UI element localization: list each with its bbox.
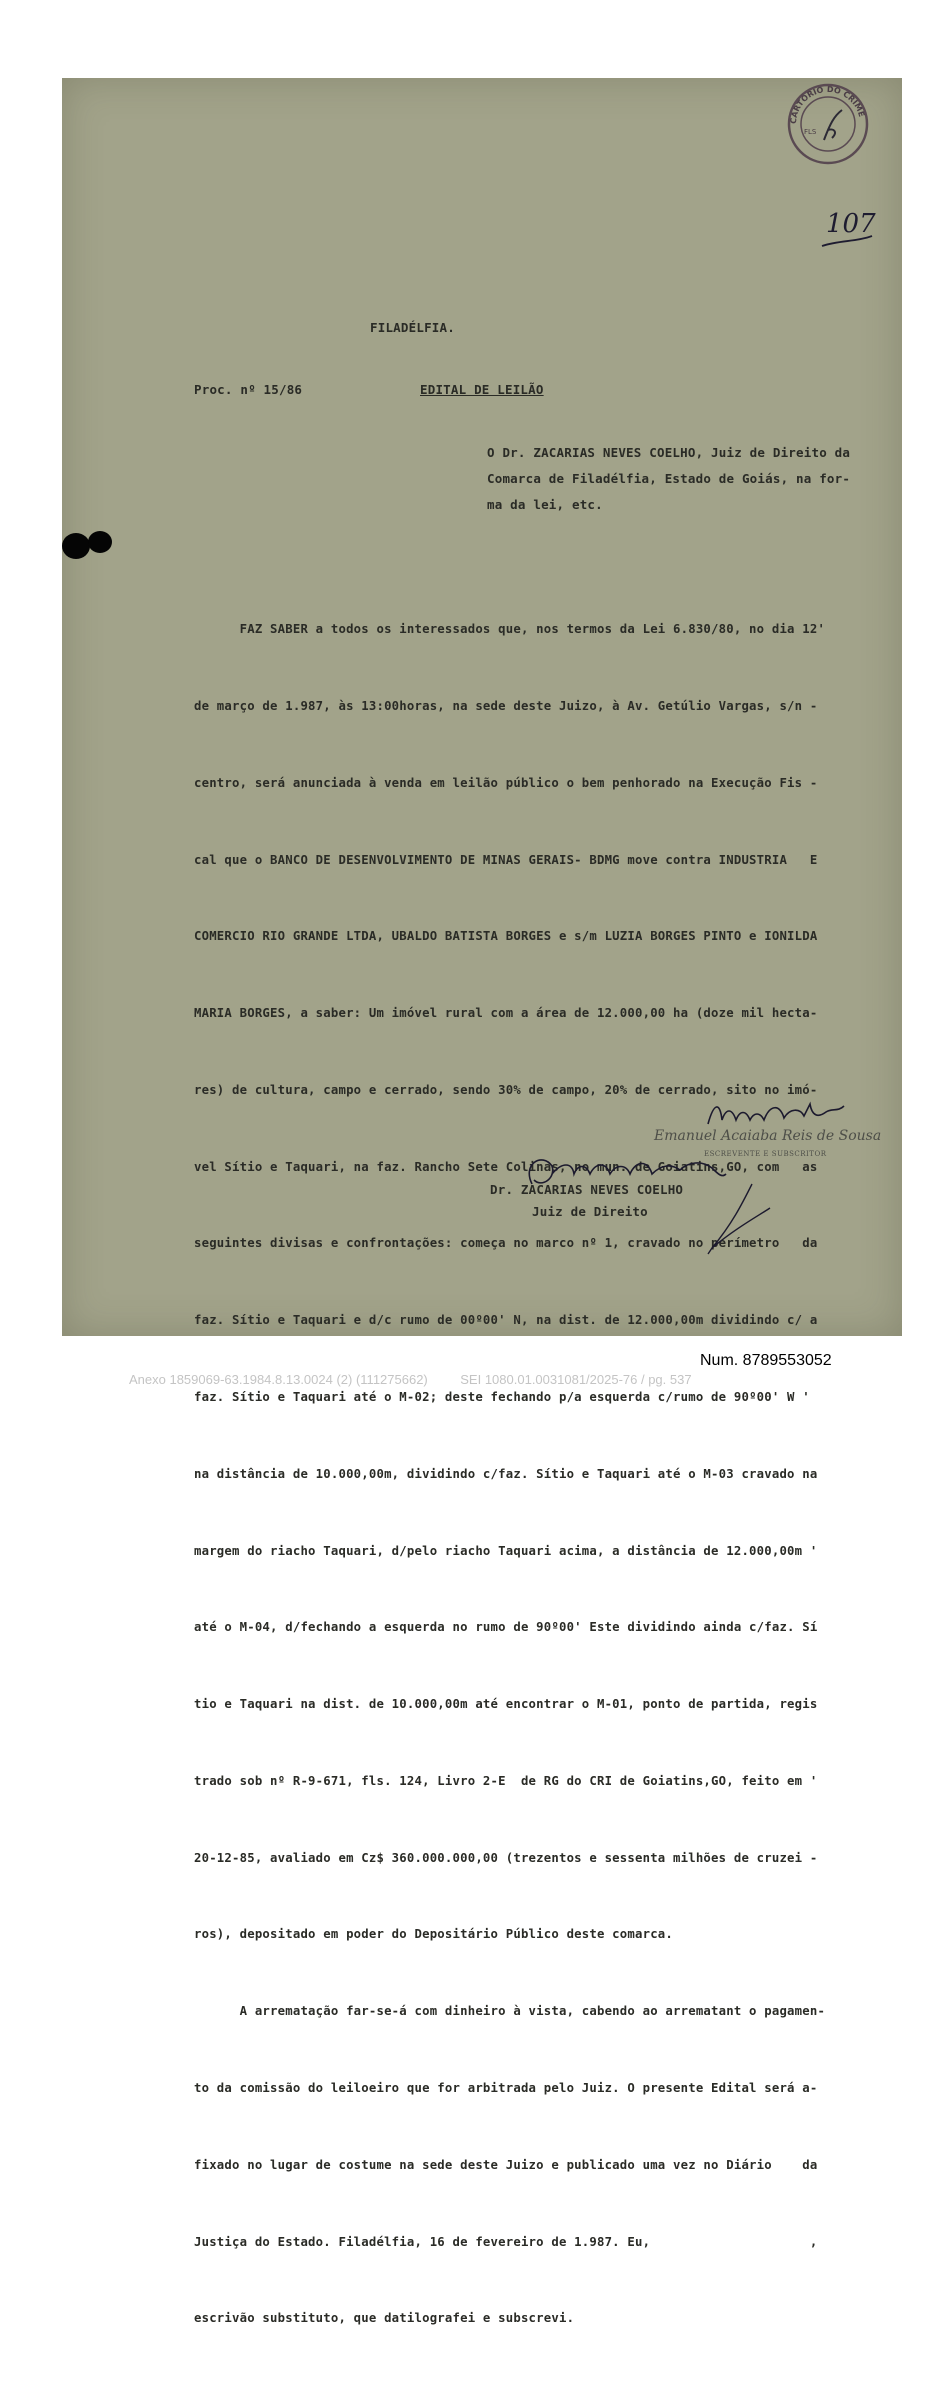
body-text (194, 566, 825, 2383)
body-line: de março de 1.987, às 13:00horas, na sede deste Juizo, à Av. Getúlio Vargas, s/n - (194, 698, 818, 713)
body-line: centro, será anunciada à venda em leilão público o bem penhorado na Execução Fis - (194, 775, 818, 790)
body-line: ros), depositado em poder do Depositário Público deste comarca. (194, 1927, 674, 1942)
body-line: FAZ SABER a todos os interessados que, nos termos da Lei 6.830/80, no dia 12' (194, 622, 826, 637)
intro-paragraph (487, 440, 850, 518)
body-line: MARIA BORGES, a saber: Um imóvel rural com a área de 12.000,00 ha (doze mil hecta- (194, 1006, 818, 1021)
body-line: COMERCIO RIO GRANDE LTDA, UBALDO BATISTA BORGES e s/m LUZIA BORGES PINTO e IONILDA (194, 929, 818, 944)
binder-punch-mark (62, 530, 114, 560)
body-line: tio e Taquari na dist. de 10.000,00m até encontrar o M-01, ponto de partida, regis (194, 1697, 818, 1712)
process-number: Proc. nº 15/86 (194, 382, 303, 397)
body-line: escrivão substituto, que datilografei e subscrevi. (194, 2311, 575, 2326)
document-title: EDITAL DE LEILÃO (420, 382, 544, 397)
body-line: margem do riacho Taquari, d/pelo riacho Taquari acima, a distância de 12.000,00m ' (194, 1543, 818, 1558)
body-line: seguintes divisas e confrontações: começa no marco nº 1, cravado no perímetro da (194, 1236, 818, 1251)
intro-line: ma da lei, etc. (487, 497, 603, 512)
clerk-stamp-name: Emanuel Acaiaba Reis de Sousa (654, 1128, 882, 1144)
folio-number-handwritten (820, 206, 890, 254)
body-line: até o M-04, d/fechando a esquerda no rumo de 90º00' Este dividindo ainda c/faz. Sí (194, 1620, 818, 1635)
body-line: fixado no lugar de costume na sede deste Juizo e publicado uma vez no Diário da (194, 2157, 818, 2172)
body-line: res) de cultura, campo e cerrado, sendo 30% de campo, 20% de cerrado, sito no imó- (194, 1082, 818, 1097)
judge-signature-name: Dr. ZACARIAS NEVES COELHO (490, 1182, 684, 1197)
body-line: to da comissão do leiloeiro que for arbitrada pelo Juiz. O presente Edital será a- (194, 2081, 818, 2096)
body-line: A arrematação far-se-á com dinheiro à vista, cabendo ao arrematant o pagamen- (194, 2004, 826, 2019)
body-line: cal que o BANCO DE DESENVOLVIMENTO DE MINAS GERAIS- BDMG move contra INDUSTRIA E (194, 852, 818, 867)
folio-number: 107 (826, 209, 876, 239)
seal-fls: FLS (804, 128, 817, 136)
body-line: vel Sítio e Taquari, na faz. Rancho Sete Colinas, no mun. de Goiatins,GO, com as (194, 1159, 818, 1174)
body-line: Justiça do Estado. Filadélfia, 16 de fevereiro de 1.987. Eu, , (194, 2234, 818, 2249)
body-line: na distância de 10.000,00m, dividindo c/faz. Sítio e Taquari até o M-03 cravado na (194, 1466, 818, 1481)
clerk-stamp-role: ESCREVENTE E SUBSCRITOR (704, 1150, 827, 1158)
body-line: faz. Sítio e Taquari até o M-02; deste fechando p/a esquerda c/rumo de 90º00' W ' (194, 1390, 810, 1404)
intro-line: Comarca de Filadélfia, Estado de Goiás, na for- (487, 471, 851, 486)
judge-signature-title: Juiz de Direito (532, 1204, 648, 1219)
footer-document-number: Num. 8789553052 (700, 1352, 832, 1369)
body-line: 20-12-85, avaliado em Cz$ 360.000.000,00 (trezentos e sessenta milhões de cruzei - (194, 1850, 818, 1865)
body-line: trado sob nº R-9-671, fls. 124, Livro 2-E de RG do CRI de Goiatins,GO, feito em ' (194, 1773, 818, 1788)
city-heading: FILADÉLFIA. (370, 320, 455, 335)
seal-text: CARTÓRIO DO CRIME (788, 84, 867, 125)
intro-line: O Dr. ZACARIAS NEVES COELHO, Juiz de Direito da (487, 445, 851, 460)
body-line: faz. Sítio e Taquari e d/c rumo de 00º00' N, na dist. de 12.000,00m dividindo c/ a (194, 1313, 818, 1328)
cartorio-seal-stamp (784, 80, 872, 168)
footer-reference: Anexo 1859069-63.1984.8.13.0024 (2) (111275662) SEI 1080.01.0031081/2025-76 / pg. 537 (129, 1372, 692, 1387)
